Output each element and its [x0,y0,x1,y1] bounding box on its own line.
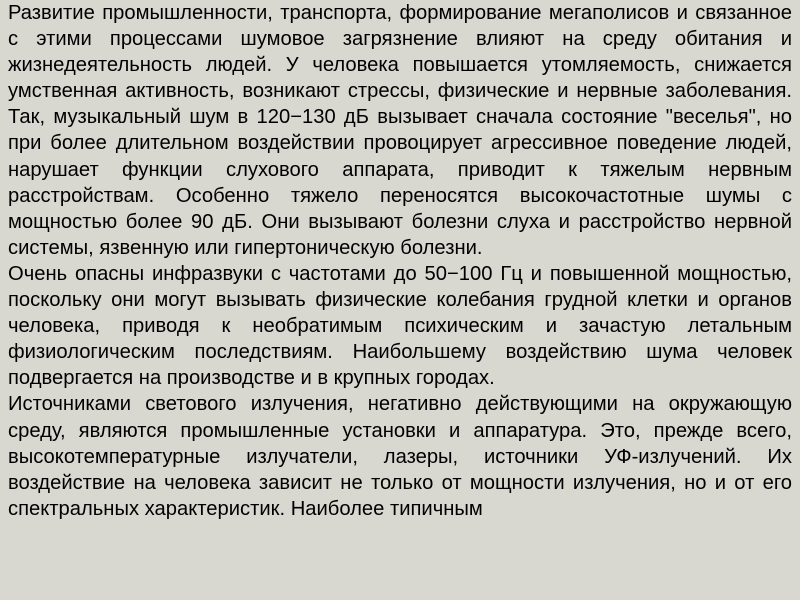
body-text [8,0,792,522]
paragraph-light-radiation: Источниками светового излучения, негативно действующими на окружающую среду, являются промышленные установки и аппаратура. Это, прежде всего, высокотемпературные излучатели, лазеры, источники УФ-излучений. Их воздействие на человека зависит не только от мощности излучения, но и от его спектральных характеристик. Наиболее типичным [8,393,792,520]
paragraph-noise-pollution: Развитие промышленности, транспорта, формирование мегаполисов и связанное с этими процессами шумовое загрязнение влияют на среду обитания и жизнедеятельность людей. У человека повышается утомляемость, снижается умственная активность, возникают стрессы, физические и нервные заболевания. Так, музыкальный шум в 120−130 дБ вызывает сначала состояние "веселья", но при более длительном воздействии провоцирует агрессивное поведение людей, нарушает функции слухового аппарата, приводит к тяжелым нервным расстройствам. Особенно тяжело переносятся высокочастотные шумы с мощностью более 90 дБ. Они вызывают болезни слуха и расстройство нервной системы, язвенную или гипертоническую болезни. [8,2,792,259]
paragraph-infrasound: Очень опасны инфразвуки с частотами до 50−100 Гц и повышенной мощностью, поскольку они могут вызывать физические колебания грудной клетки и органов человека, приводя к необратимым психическим и зачастую летальным физиологическим последствиям. Наибольшему воздействию шума человек подвергается на производстве и в крупных городах. [8,262,792,390]
